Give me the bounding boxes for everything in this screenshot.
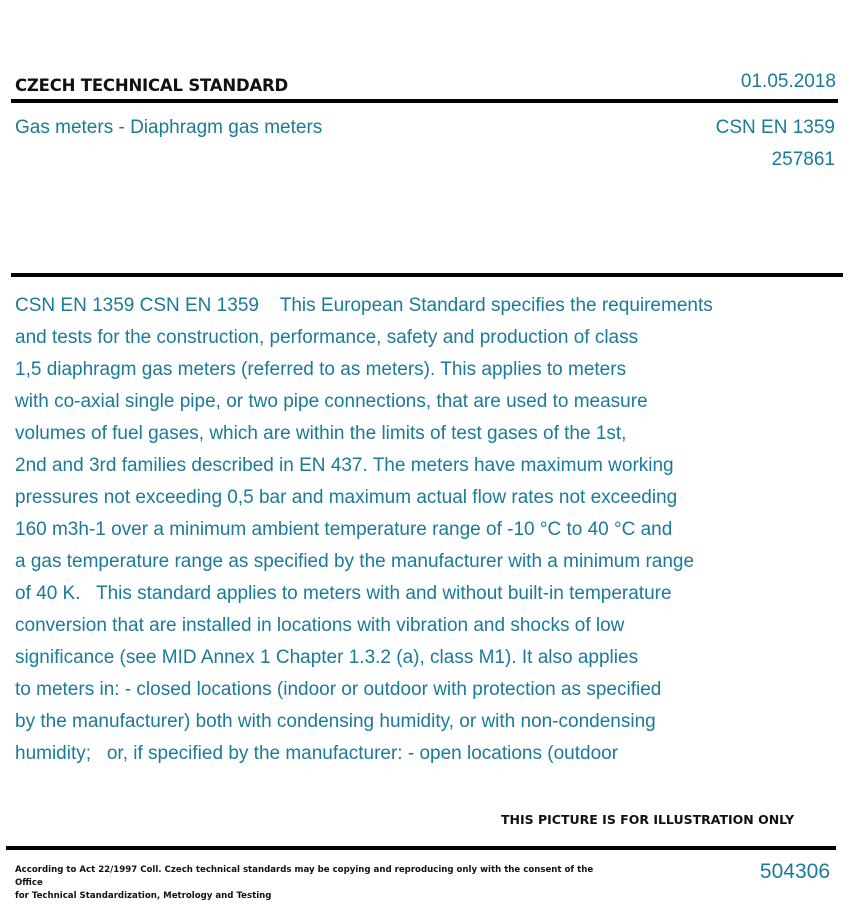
abstract-line: and tests for the construction, performance, safety and production of class xyxy=(15,327,639,348)
abstract-line: a gas temperature range as specified by the manufacturer with a minimum range xyxy=(15,551,695,572)
copyright-line: According to Act 22/1997 Coll. Czech technical standards may be copying and reproducing only with the consent of the Office xyxy=(15,865,594,888)
abstract-line: to meters in: - closed locations (indoor or outdoor with protection as specified xyxy=(15,679,662,700)
document-number: 504306 xyxy=(759,860,830,883)
footer-divider xyxy=(6,846,836,850)
abstract-line: CSN EN 1359 CSN EN 1359 This European Standard specifies the requirements xyxy=(15,295,713,316)
abstract-line: volumes of fuel gases, which are within the limits of test gases of the 1st, xyxy=(15,423,627,444)
publication-date: 01.05.2018 xyxy=(740,71,836,92)
copyright-line: for Technical Standardization, Metrology and Testing xyxy=(15,891,272,901)
abstract-line: conversion that are installed in locations with vibration and shocks of low xyxy=(15,615,625,636)
illustration-notice: THIS PICTURE IS FOR ILLUSTRATION ONLY xyxy=(501,812,795,827)
abstract-line: 1,5 diaphragm gas meters (referred to as meters). This applies to meters xyxy=(15,359,627,380)
abstract-line: 160 m3h-1 over a minimum ambient temperature range of -10 °C to 40 °C and xyxy=(15,519,673,540)
abstract-line: significance (see MID Annex 1 Chapter 1.3.2 (a), class M1). It also applies xyxy=(15,647,639,668)
catalog-number: 257861 xyxy=(771,149,835,170)
abstract-line: with co-axial single pipe, or two pipe connections, that are used to measure xyxy=(15,391,648,412)
abstract-line: of 40 K. This standard applies to meters with and without built-in temperature xyxy=(15,583,672,604)
abstract-line: 2nd and 3rd families described in EN 437. The meters have maximum working xyxy=(15,455,674,476)
document-type-label: CZECH TECHNICAL STANDARD xyxy=(15,76,289,95)
header-divider xyxy=(11,99,838,103)
standard-abstract xyxy=(15,290,713,770)
abstract-line: by the manufacturer) both with condensing humidity, or with non-condensing xyxy=(15,711,656,732)
standard-title: Gas meters - Diaphragm gas meters xyxy=(15,117,323,138)
copyright-notice xyxy=(15,864,595,903)
abstract-line: pressures not exceeding 0,5 bar and maximum actual flow rates not exceeding xyxy=(15,487,678,508)
standard-code: CSN EN 1359 xyxy=(715,117,835,138)
title-divider xyxy=(11,273,843,277)
abstract-line: humidity; or, if specified by the manufacturer: - open locations (outdoor xyxy=(15,743,619,764)
